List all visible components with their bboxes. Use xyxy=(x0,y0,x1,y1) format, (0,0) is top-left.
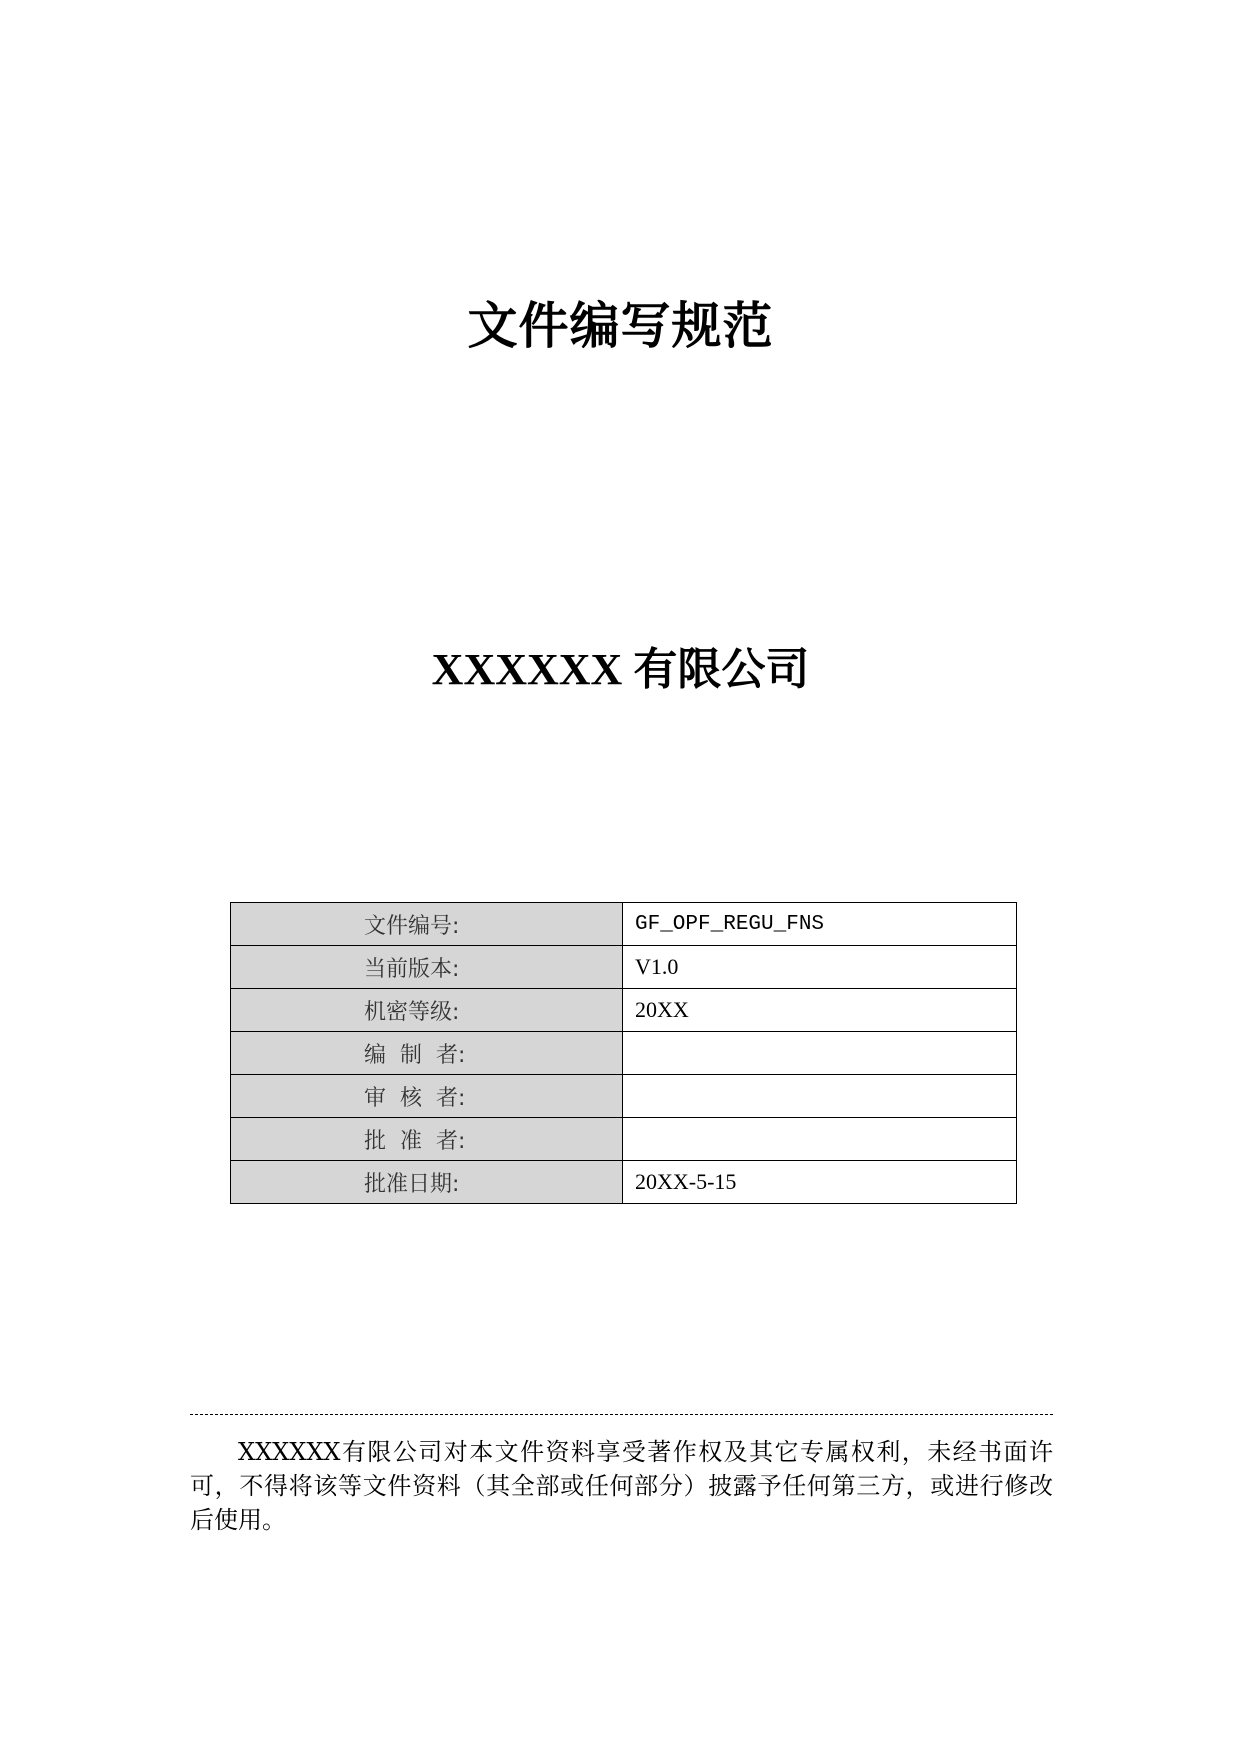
table-row xyxy=(231,989,1017,1032)
author-value xyxy=(623,1032,1017,1075)
table-row xyxy=(231,1075,1017,1118)
current-version-label: 当前版本: xyxy=(231,946,623,989)
file-number-label: 文件编号: xyxy=(231,903,623,946)
table-row xyxy=(231,1118,1017,1161)
approver-label: 批 准 者: xyxy=(231,1118,623,1161)
copyright-notice: XXXXXX有限公司对本文件资料享受著作权及其它专属权利，未经书面许可，不得将该等文件资料（其全部或任何部分）披露予任何第三方，或进行修改后使用。 xyxy=(190,1438,1053,1534)
table-row xyxy=(231,903,1017,946)
approval-date-value: 20XX-5-15 xyxy=(623,1161,1017,1204)
table-row xyxy=(231,946,1017,989)
footer-divider xyxy=(190,1414,1053,1415)
reviewer-label: 审 核 者: xyxy=(231,1075,623,1118)
reviewer-value xyxy=(623,1075,1017,1118)
approver-value xyxy=(623,1118,1017,1161)
document-info-table xyxy=(230,902,1017,1204)
security-level-label: 机密等级: xyxy=(231,989,623,1032)
file-number-value: GF_OPF_REGU_FNS xyxy=(623,903,1017,946)
security-level-value: 20XX xyxy=(623,989,1017,1032)
current-version-value: V1.0 xyxy=(623,946,1017,989)
company-name: XXXXXX 有限公司 xyxy=(431,645,810,694)
table-row xyxy=(231,1032,1017,1075)
table-row xyxy=(231,1161,1017,1204)
document-title: 文件编写规范 xyxy=(467,297,774,355)
approval-date-label: 批准日期: xyxy=(231,1161,623,1204)
author-label: 编 制 者: xyxy=(231,1032,623,1075)
